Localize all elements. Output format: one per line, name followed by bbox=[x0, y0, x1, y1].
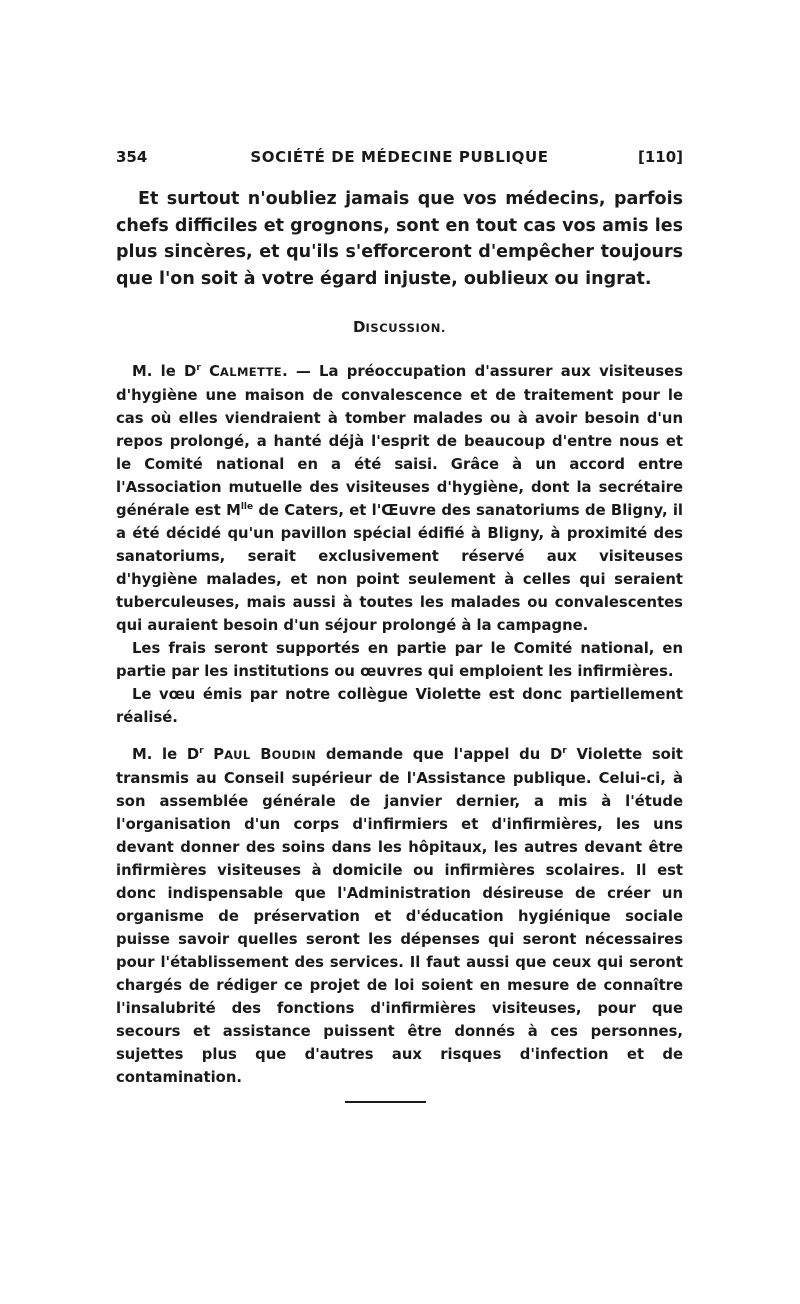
speaker-name-initial: C bbox=[209, 363, 220, 380]
dr-superscript-2: r bbox=[562, 746, 567, 756]
calmette-paragraph bbox=[116, 360, 683, 637]
discussion-heading bbox=[116, 318, 683, 336]
speaker-lastname-rest: OUDIN bbox=[271, 748, 317, 762]
discussion-heading-initial: D bbox=[353, 318, 366, 336]
discussion-heading-rest: ISCUSSION. bbox=[365, 321, 446, 335]
calmette-text-a: . — La préoccupation d'assurer aux visiteuses d'hygiène une maison de convalescence et de traitement pour le cas où elles viendraient à tomber malades ou à avoir besoin d'un repos prolongé, a hanté déjà l'esprit de beaucoup d'entre nous et le Comité national en a été saisi. Grâce à un accord entre l'Association mutuelle des visiteuses d'hygiène, dont la secrétaire générale est M bbox=[116, 363, 684, 519]
boudin-intervention bbox=[116, 743, 683, 1089]
boudin-text-a: demande que l'appel du D bbox=[316, 746, 563, 763]
section-number: [110] bbox=[637, 148, 683, 166]
dr-superscript: r bbox=[196, 363, 201, 373]
section-end-rule bbox=[345, 1101, 426, 1103]
page-number: 354 bbox=[116, 148, 148, 166]
running-header bbox=[116, 148, 683, 172]
calmette-intervention bbox=[116, 360, 683, 729]
fees-paragraph: Les frais seront supportés en partie par le Comité national, en partie par les institutions ou œuvres qui emploient les infirmières. bbox=[116, 640, 683, 680]
speaker-firstname-initial: P bbox=[213, 746, 225, 763]
boudin-text-b: Violette soit transmis au Conseil supérieur de l'Assistance publique. Celui-ci, à son assemblée générale de janvier dernier, a mis à l'étude l'organisation d'un corps d'infirmiers et d'infirmières, les uns devant donner des soins dans les hôpitaux, les autres devant être infirmières visiteuses à domicile ou infirmières scolaires. Il est donc indispensable que l'Administration désireuse de créer un organisme de préservation et d'éducation hygiénique sociale puisse savoir quelles seront les dépenses qui seront nécessaires pour l'établissement des services. Il faut aussi que ceux qui seront chargés de rédiger ce projet de loi soient en mesure de connaître l'insalubrité des fonctions d'infirmières visiteuses, pour que secours et assistance puissent être donnés à ces personnes, sujettes plus que d'autres aux risques d'infection et de contamination. bbox=[116, 746, 683, 1086]
calmette-text-b: de Caters, et l'Œuvre des sanatoriums de Bligny, il a été décidé qu'un pavillon spécial édifié à Bligny, à proximité des sanatoriums, serait exclusivement réservé aux visiteuses d'hygiène malades, et non point seulement à celles qui seraient tuberculeuses, mais aussi à toutes les malades ou convalescentes qui auraient besoin d'un séjour prolongé à la campagne. bbox=[116, 502, 684, 634]
mlle-superscript: lle bbox=[240, 502, 254, 512]
speaker-lastname-initial: B bbox=[260, 746, 272, 763]
speaker-prefix: M. le D bbox=[132, 746, 200, 763]
boudin-paragraph bbox=[116, 743, 683, 1089]
speaker-firstname-rest: AUL bbox=[224, 748, 251, 762]
running-title: SOCIÉTÉ DE MÉDECINE PUBLIQUE bbox=[250, 148, 549, 166]
closing-paragraph bbox=[116, 186, 683, 292]
closing-text: Et surtout n'oubliez jamais que vos médecins, parfois chefs difficiles et grognons, sont en tout cas vos amis les plus sincères, et qu'ils s'efforceront d'empêcher toujours que l'on soit à votre égard injuste, oublieux ou ingrat. bbox=[116, 189, 683, 289]
speaker-name-rest: ALMETTE bbox=[219, 365, 283, 379]
wish-paragraph: Le vœu émis par notre collègue Violette est donc partiellement réalisé. bbox=[116, 686, 683, 726]
dr-superscript: r bbox=[199, 746, 204, 756]
speaker-prefix: M. le D bbox=[132, 363, 197, 380]
